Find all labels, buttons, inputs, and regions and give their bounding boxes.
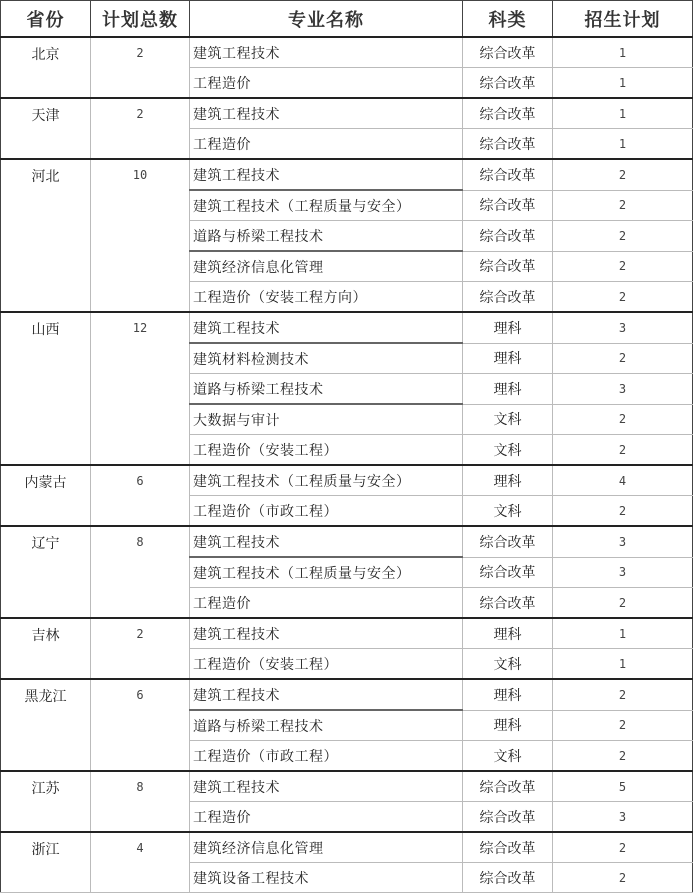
subject-type-cell: 综合改革 [463, 98, 553, 129]
subject-type-cell: 综合改革 [463, 282, 553, 313]
header-enrollment-plan: 招生计划 [553, 1, 693, 38]
major-name-cell: 工程造价 [190, 129, 463, 160]
enrollment-plan-cell: 3 [553, 526, 693, 557]
enrollment-plan-cell: 2 [553, 679, 693, 710]
table-row [1, 465, 693, 496]
subject-type-cell: 综合改革 [463, 190, 553, 221]
major-name-cell: 建筑工程技术 [190, 312, 463, 343]
header-province: 省份 [1, 1, 91, 38]
major-name-cell: 建筑经济信息化管理 [190, 251, 463, 282]
header-subject-type: 科类 [463, 1, 553, 38]
subject-type-cell: 文科 [463, 404, 553, 435]
plan-total-cell: 8 [91, 526, 190, 618]
subject-type-cell: 综合改革 [463, 557, 553, 588]
province-cell: 辽宁 [1, 526, 91, 618]
province-cell: 内蒙古 [1, 465, 91, 526]
subject-type-cell: 综合改革 [463, 526, 553, 557]
table-row [1, 37, 693, 68]
major-name-cell: 道路与桥梁工程技术 [190, 710, 463, 741]
subject-type-cell: 理科 [463, 343, 553, 374]
enrollment-plan-cell: 2 [553, 588, 693, 619]
subject-type-cell: 理科 [463, 465, 553, 496]
table-body [1, 37, 693, 893]
subject-type-cell: 理科 [463, 618, 553, 649]
plan-total-cell: 6 [91, 465, 190, 526]
enrollment-plan-cell: 1 [553, 68, 693, 99]
enrollment-plan-cell: 1 [553, 37, 693, 68]
major-name-cell: 建筑工程技术 [190, 98, 463, 129]
major-name-cell: 建筑设备工程技术 [190, 863, 463, 893]
subject-type-cell: 综合改革 [463, 588, 553, 619]
enrollment-plan-cell: 3 [553, 312, 693, 343]
header-row [1, 1, 693, 38]
subject-type-cell: 文科 [463, 435, 553, 466]
province-cell: 天津 [1, 98, 91, 159]
province-cell: 浙江 [1, 832, 91, 893]
plan-total-cell: 4 [91, 832, 190, 893]
major-name-cell: 工程造价（市政工程） [190, 741, 463, 772]
enrollment-plan-cell: 3 [553, 557, 693, 588]
major-name-cell: 建筑工程技术（工程质量与安全） [190, 465, 463, 496]
enrollment-plan-cell: 1 [553, 649, 693, 680]
province-cell: 江苏 [1, 771, 91, 832]
province-cell: 黑龙江 [1, 679, 91, 771]
major-name-cell: 工程造价 [190, 588, 463, 619]
province-cell: 吉林 [1, 618, 91, 679]
table-row [1, 98, 693, 129]
subject-type-cell: 理科 [463, 312, 553, 343]
major-name-cell: 建筑工程技术 [190, 771, 463, 802]
subject-type-cell: 文科 [463, 496, 553, 527]
major-name-cell: 工程造价 [190, 802, 463, 833]
major-name-cell: 大数据与审计 [190, 404, 463, 435]
enrollment-plan-cell: 5 [553, 771, 693, 802]
plan-total-cell: 10 [91, 159, 190, 312]
plan-total-cell: 2 [91, 98, 190, 159]
header-major-name: 专业名称 [190, 1, 463, 38]
major-name-cell: 工程造价（安装工程） [190, 435, 463, 466]
major-name-cell: 建筑经济信息化管理 [190, 832, 463, 863]
table-row [1, 526, 693, 557]
subject-type-cell: 理科 [463, 374, 553, 405]
plan-total-cell: 6 [91, 679, 190, 771]
enrollment-plan-cell: 2 [553, 710, 693, 741]
major-name-cell: 建筑材料检测技术 [190, 343, 463, 374]
plan-total-cell: 8 [91, 771, 190, 832]
subject-type-cell: 理科 [463, 679, 553, 710]
major-name-cell: 工程造价（市政工程） [190, 496, 463, 527]
major-name-cell: 工程造价（安装工程） [190, 649, 463, 680]
enrollment-plan-cell: 1 [553, 98, 693, 129]
enrollment-plan-cell: 3 [553, 802, 693, 833]
header-plan-total: 计划总数 [91, 1, 190, 38]
major-name-cell: 建筑工程技术（工程质量与安全） [190, 190, 463, 221]
enrollment-plan-cell: 2 [553, 251, 693, 282]
major-name-cell: 建筑工程技术 [190, 159, 463, 190]
table-row [1, 312, 693, 343]
enrollment-plan-cell: 1 [553, 618, 693, 649]
enrollment-plan-cell: 2 [553, 496, 693, 527]
subject-type-cell: 综合改革 [463, 771, 553, 802]
table-row [1, 771, 693, 802]
enrollment-plan-cell: 2 [553, 404, 693, 435]
subject-type-cell: 综合改革 [463, 68, 553, 99]
table-row [1, 679, 693, 710]
major-name-cell: 工程造价（安装工程方向） [190, 282, 463, 313]
subject-type-cell: 综合改革 [463, 251, 553, 282]
enrollment-plan-cell: 2 [553, 343, 693, 374]
plan-total-cell: 2 [91, 37, 190, 98]
major-name-cell: 建筑工程技术 [190, 618, 463, 649]
enrollment-plan-cell: 2 [553, 832, 693, 863]
subject-type-cell: 综合改革 [463, 37, 553, 68]
subject-type-cell: 综合改革 [463, 802, 553, 833]
subject-type-cell: 综合改革 [463, 221, 553, 252]
enrollment-plan-cell: 3 [553, 374, 693, 405]
major-name-cell: 工程造价 [190, 68, 463, 99]
plan-total-cell: 12 [91, 312, 190, 465]
enrollment-plan-cell: 2 [553, 741, 693, 772]
enrollment-plan-cell: 4 [553, 465, 693, 496]
subject-type-cell: 综合改革 [463, 832, 553, 863]
enrollment-plan-cell: 2 [553, 282, 693, 313]
table-row [1, 832, 693, 863]
enrollment-plan-cell: 2 [553, 863, 693, 893]
major-name-cell: 道路与桥梁工程技术 [190, 221, 463, 252]
major-name-cell: 建筑工程技术 [190, 37, 463, 68]
subject-type-cell: 文科 [463, 741, 553, 772]
subject-type-cell: 综合改革 [463, 159, 553, 190]
major-name-cell: 道路与桥梁工程技术 [190, 374, 463, 405]
enrollment-plan-cell: 2 [553, 435, 693, 466]
major-name-cell: 建筑工程技术（工程质量与安全） [190, 557, 463, 588]
province-cell: 河北 [1, 159, 91, 312]
major-name-cell: 建筑工程技术 [190, 679, 463, 710]
enrollment-plan-cell: 2 [553, 159, 693, 190]
subject-type-cell: 综合改革 [463, 863, 553, 893]
table-row [1, 159, 693, 190]
enrollment-plan-cell: 1 [553, 129, 693, 160]
enrollment-plan-cell: 2 [553, 221, 693, 252]
province-cell: 北京 [1, 37, 91, 98]
subject-type-cell: 文科 [463, 649, 553, 680]
subject-type-cell: 理科 [463, 710, 553, 741]
major-name-cell: 建筑工程技术 [190, 526, 463, 557]
province-cell: 山西 [1, 312, 91, 465]
table-row [1, 618, 693, 649]
enrollment-plan-cell: 2 [553, 190, 693, 221]
plan-total-cell: 2 [91, 618, 190, 679]
subject-type-cell: 综合改革 [463, 129, 553, 160]
